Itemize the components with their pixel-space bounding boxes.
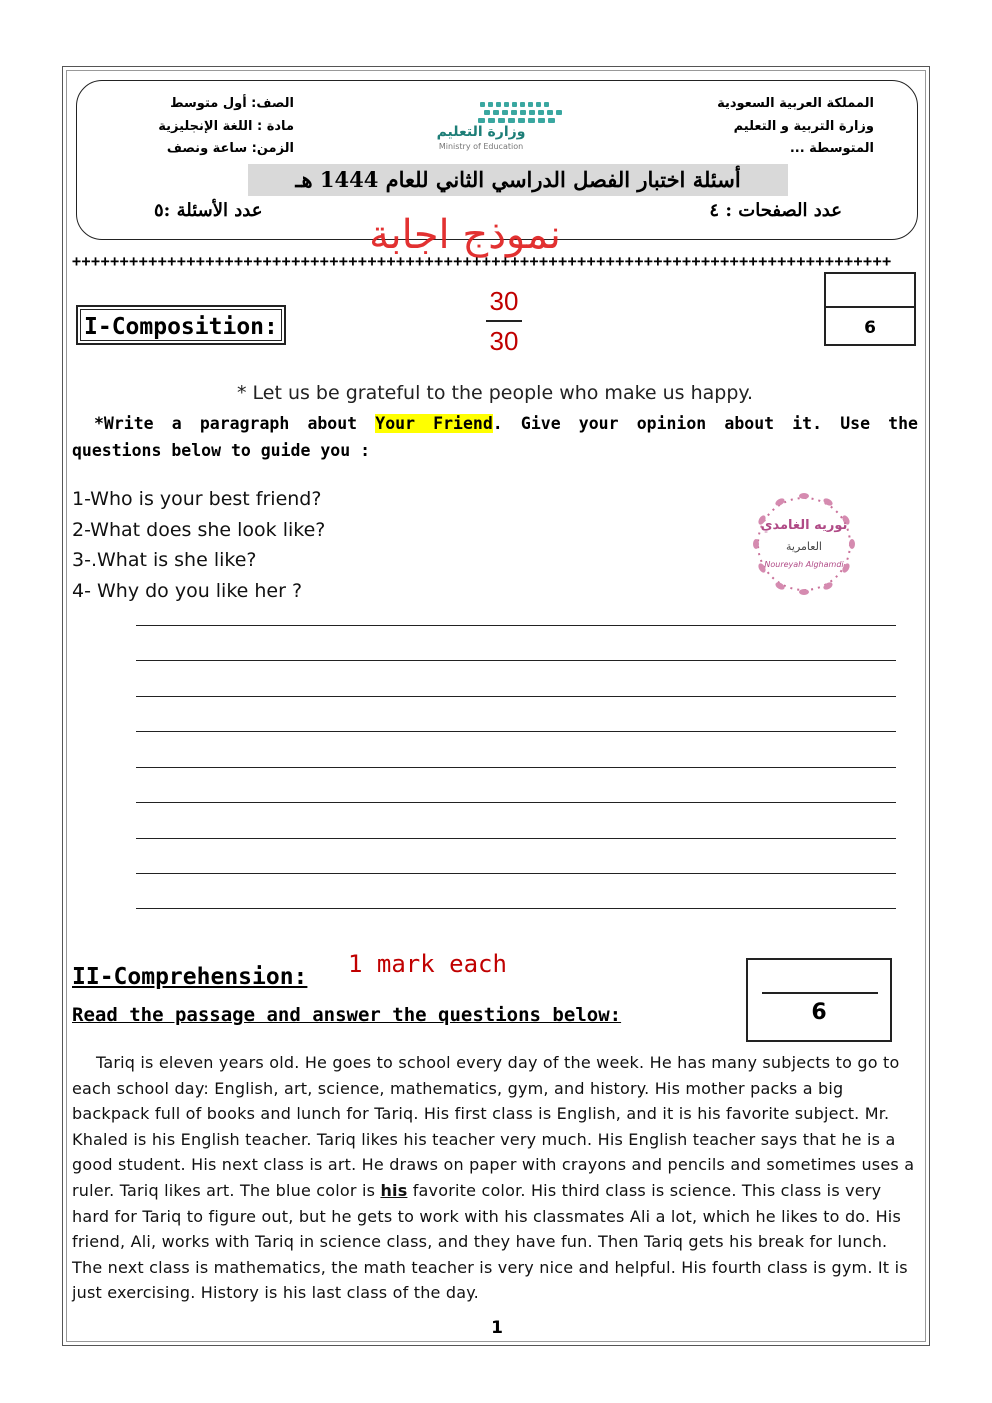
- writing-line[interactable]: [136, 625, 896, 626]
- seal-name: نوريه الغامدي: [760, 518, 848, 533]
- composition-quote: * Let us be grateful to the people who make us happy.: [236, 382, 754, 404]
- instruction-post: . Give your opinion about it. Use the questions below to guide you :: [72, 414, 918, 460]
- comprehension-instruction: Read the passage and answer the questions below:: [72, 1004, 622, 1026]
- composition-score-box: [824, 272, 916, 346]
- composition-title: I-Composition:: [76, 305, 286, 345]
- guide-question: 3-.What is she like?: [72, 549, 257, 571]
- score-denominator: 30: [489, 326, 519, 356]
- writing-line[interactable]: [136, 873, 896, 874]
- composition-box-value: 6: [864, 318, 876, 338]
- guide-question: 4- Why do you like her ?: [72, 579, 303, 602]
- logo-arabic: وزارة التعليم: [436, 124, 526, 140]
- page-number: 1: [491, 1318, 503, 1338]
- writing-line[interactable]: [136, 908, 896, 909]
- reading-passage: [72, 1050, 918, 1306]
- passage-underlined: his: [380, 1180, 408, 1200]
- mark-note: 1 mark each: [348, 950, 507, 978]
- logo-english: Ministry of Education: [438, 142, 524, 151]
- composition-instruction: [72, 410, 918, 464]
- writing-line[interactable]: [136, 696, 896, 697]
- header-time: الزمن: ساعة ونصف: [166, 141, 294, 156]
- writing-line[interactable]: [136, 802, 896, 803]
- writing-line[interactable]: [136, 660, 896, 661]
- separator-line: ++++++++++++++++++++++++++++++++++++++++++++++++++++++++++++++++++++++++++++++++++++++: [72, 252, 892, 270]
- header-ministry: وزارة التربية و التعليم: [733, 119, 874, 134]
- score-box-divider: [826, 306, 914, 308]
- pages-count: عدد الصفحات : ٤: [709, 200, 842, 221]
- guide-question: 1-Who is your best friend?: [72, 488, 322, 510]
- exam-title: أسئلة اختبار الفصل الدراسي الثاني للعام 1444 هـ: [248, 164, 788, 196]
- comprehension-box-value: 6: [811, 1000, 827, 1025]
- passage-part1: Tariq is eleven years old. He goes to school every day of the week. He has many subjects to go to each school day: English, art, science, mathematics, gym, and history. His mother packs a big backpack full of books and lunch for Tariq. His first class is English, and it is his favorite subject. Mr. Khaled is his English teacher. Tariq likes his teacher very much. His English teacher says that he is a good student. His next class is art. He draws on paper with crayons and pencils and sometimes uses a ruler. Tariq likes art. The blue color is: [72, 1053, 915, 1200]
- header-school: المتوسطة ...: [789, 141, 874, 156]
- score-box-line: [762, 992, 878, 994]
- questions-count: عدد الأسئلة :٥: [154, 200, 263, 221]
- guide-questions: [72, 484, 325, 606]
- comprehension-title: II-Comprehension:: [72, 964, 308, 990]
- header-grade: الصف: أول متوسط: [170, 96, 294, 111]
- answer-model-stamp: نموذج اجابة: [369, 212, 561, 258]
- comprehension-score-box: [746, 958, 892, 1042]
- score-numerator: 30: [489, 286, 519, 316]
- ministry-logo: [422, 98, 582, 154]
- teacher-seal: [744, 484, 864, 604]
- instruction-pre: *Write a paragraph about: [94, 414, 376, 433]
- writing-line[interactable]: [136, 838, 896, 839]
- fraction-bar: [486, 320, 522, 322]
- instruction-highlight: Your Friend: [375, 414, 493, 433]
- guide-question: 2-What does she look like?: [72, 518, 326, 541]
- writing-line[interactable]: [136, 767, 896, 768]
- writing-line[interactable]: [136, 731, 896, 732]
- header-subject: مادة : اللغة الإنجليزية: [158, 119, 294, 134]
- seal-title: العامرية: [786, 540, 822, 553]
- header-country: المملكة العربية السعودية: [717, 96, 874, 111]
- composition-score-fraction: [474, 284, 534, 358]
- seal-latin: Noureyah Alghamdi: [764, 560, 844, 569]
- passage-part2: favorite color. His third class is science. This class is very hard for Tariq to figure out, but he gets to work with his classmates Ali a lot, which he likes to do. His friend, Ali, works with Tariq in science class, and they have fun. Then Tariq gets his break for lunch. The next class is mathematics, the math teacher is very nice and helpful. His fourth class is gym. It is just exercising. History is his last class of the day.: [72, 1180, 908, 1303]
